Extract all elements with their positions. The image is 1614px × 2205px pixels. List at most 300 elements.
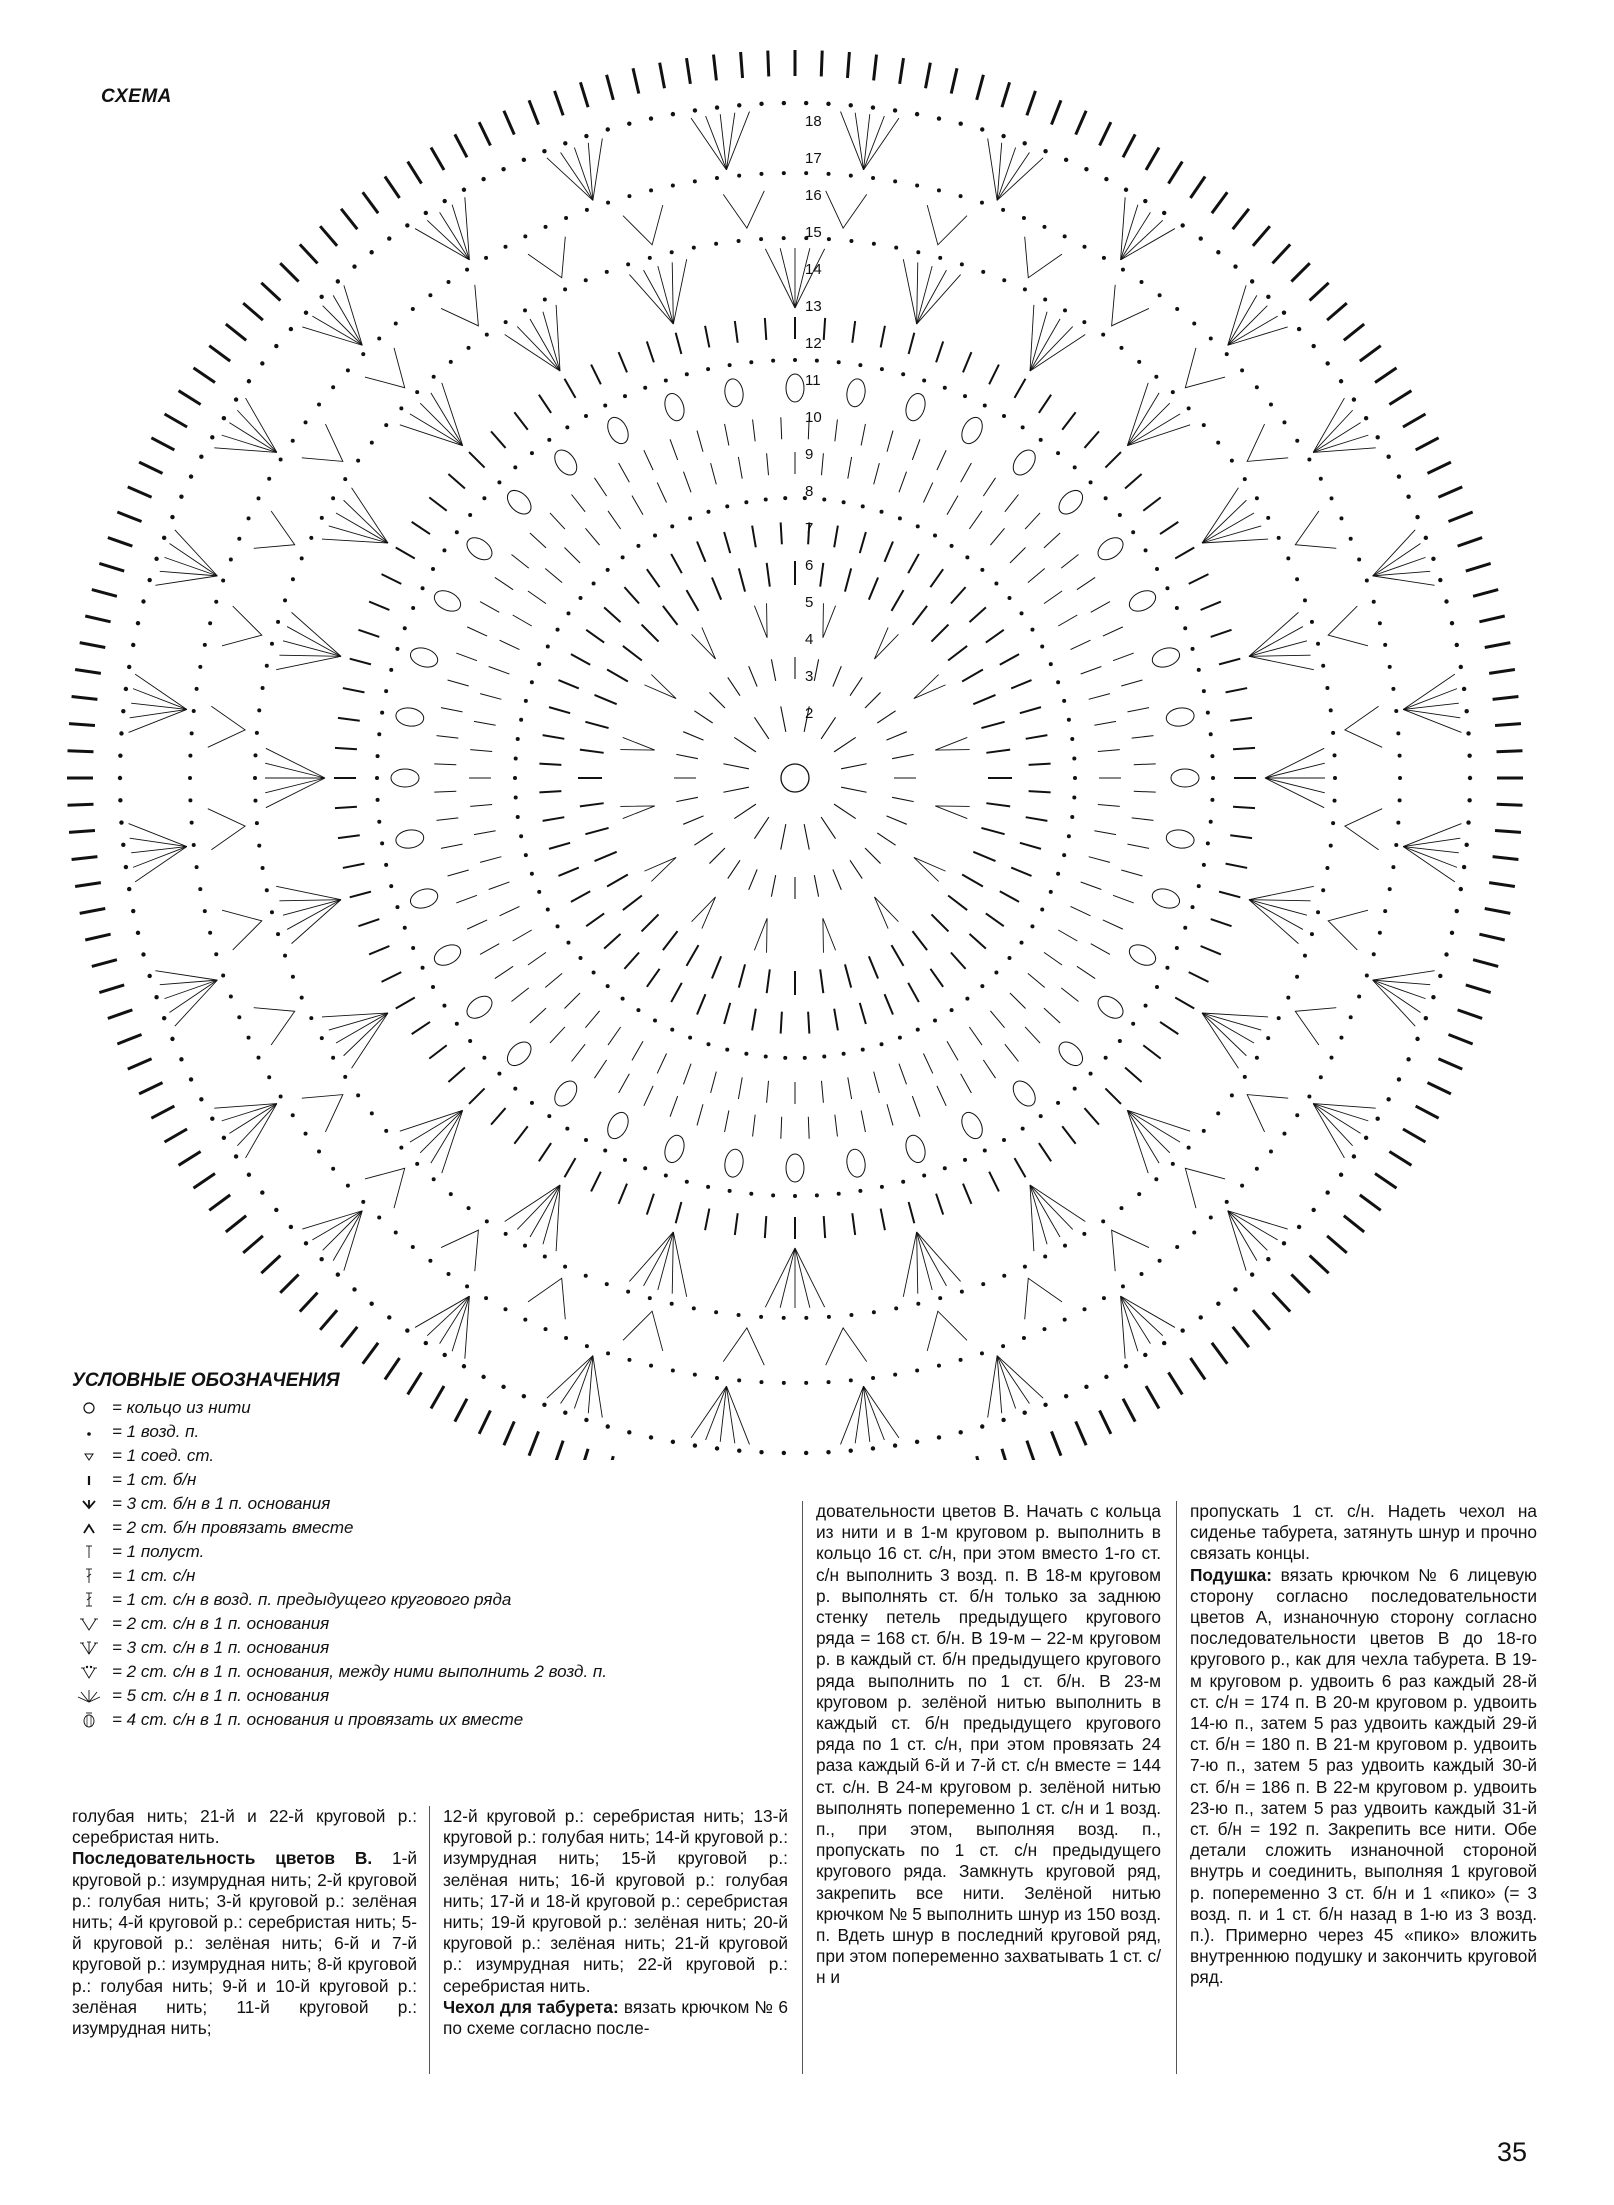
row-stitch <box>1044 1008 1060 1023</box>
chain-dot <box>188 754 192 758</box>
shell-stitch <box>726 1386 734 1443</box>
chain-dot <box>706 367 710 371</box>
double-crochet-icon <box>70 1567 108 1585</box>
chain-dot <box>267 1075 271 1079</box>
row-stitch <box>448 1067 465 1082</box>
row-stitch <box>723 191 764 228</box>
chain-dot <box>959 121 963 125</box>
chain-dot <box>283 954 287 958</box>
outer-stitch <box>92 960 117 967</box>
chain-dot <box>1311 344 1315 348</box>
chain-dot <box>959 1358 963 1362</box>
chain-dot <box>793 1194 797 1198</box>
row-stitch <box>594 1060 606 1078</box>
row-stitch <box>335 748 357 749</box>
row-stitch <box>723 1328 764 1365</box>
row-stitch <box>480 602 499 613</box>
shell-stitch <box>465 197 470 260</box>
chain-dot <box>980 568 984 572</box>
row-stitch <box>697 1104 703 1125</box>
chain-dot <box>648 1296 652 1300</box>
row-stitch <box>586 913 604 926</box>
chain-dot <box>283 598 287 602</box>
row-stitch <box>1103 627 1123 636</box>
chain-dot <box>336 279 340 283</box>
shell-stitch <box>588 143 593 201</box>
chain-dot <box>497 480 501 484</box>
shell-stitch <box>129 709 187 732</box>
row-stitch <box>826 1328 867 1365</box>
row-stitch <box>512 555 529 569</box>
chain-dot <box>1023 1265 1027 1269</box>
chain-dot <box>688 516 692 520</box>
shell-stitch <box>765 1248 795 1307</box>
chain-dot <box>300 996 304 1000</box>
chain-dot <box>141 599 145 603</box>
chain-dot <box>937 1435 941 1439</box>
row-stitch <box>834 804 856 818</box>
chain-dot <box>783 1056 787 1060</box>
chain-dot <box>1063 1244 1067 1248</box>
chain-dot <box>1364 1136 1368 1140</box>
dc-increase-3-icon <box>70 1640 108 1656</box>
row-stitch <box>1011 868 1031 876</box>
row-stitch <box>1345 809 1382 850</box>
chain-dot <box>643 1166 647 1170</box>
chain-dot <box>188 798 192 802</box>
outer-stitch <box>408 162 422 184</box>
row-stitch <box>981 722 1004 728</box>
chain-dot <box>566 611 570 615</box>
chain-dot <box>1255 1056 1259 1060</box>
row-stitch <box>1044 952 1062 965</box>
chain-dot <box>1310 932 1314 936</box>
row-stitch <box>549 843 570 849</box>
shell-stitch <box>1121 197 1126 260</box>
chain-dot <box>343 1075 347 1079</box>
chain-dot <box>603 404 607 408</box>
column-paragraph <box>1190 1565 1537 1989</box>
chain-dot <box>195 687 199 691</box>
shell-stitch <box>352 1013 388 1068</box>
row-stitch <box>1081 667 1102 675</box>
chain-dot <box>1310 620 1314 624</box>
outer-stitch <box>69 724 95 726</box>
outer-stitch <box>193 368 214 383</box>
chain-dot <box>714 1310 718 1314</box>
legend-item <box>70 1540 607 1564</box>
chain-dot <box>563 141 567 145</box>
chain-dot <box>771 1193 775 1197</box>
row-stitch <box>623 646 642 661</box>
chain-dot <box>959 1430 963 1434</box>
chain-dot <box>516 737 520 741</box>
chain-dot <box>649 116 653 120</box>
row-stitch <box>343 864 365 868</box>
chain-dot <box>465 268 469 272</box>
chain-dot <box>804 1451 808 1455</box>
row-stitch <box>820 563 823 587</box>
row-stitch <box>860 1003 866 1024</box>
chain-dot <box>901 372 905 376</box>
row-stitch <box>961 1074 972 1093</box>
row-stitch <box>585 528 599 545</box>
shell-stitch <box>130 709 187 717</box>
legend-item <box>70 1588 607 1612</box>
legend-item-text: = 2 ст. с/н в 1 п. основания, между ними выполнить 2 возд. п. <box>112 1662 607 1681</box>
shell-stitch <box>1249 900 1303 930</box>
chain-dot <box>356 1093 360 1097</box>
chain-dot <box>670 1302 674 1306</box>
chain-dot <box>737 1313 741 1317</box>
row-stitch <box>441 285 478 326</box>
row-stitch <box>467 627 487 636</box>
chain-dot <box>431 567 435 571</box>
legend-item <box>70 1444 607 1468</box>
chain-dot <box>1082 1307 1086 1311</box>
row-stitch <box>429 1045 446 1058</box>
chain-dot <box>1165 586 1169 590</box>
chain-dot <box>861 1048 865 1052</box>
chain-dot <box>1022 141 1026 145</box>
chain-dot <box>255 821 259 825</box>
chain-dot <box>276 932 280 936</box>
chain-dot <box>247 379 251 383</box>
outer-stitch <box>1344 324 1364 340</box>
chain-dot <box>199 455 203 459</box>
shell-stitch <box>780 1248 795 1308</box>
chain-dot <box>524 699 528 703</box>
row-stitch <box>586 630 604 643</box>
outer-stitch <box>1360 1195 1381 1210</box>
row-stitch <box>1125 474 1142 489</box>
row-stitch <box>644 450 653 470</box>
chain-dot <box>369 1302 373 1306</box>
chain-dot <box>1464 709 1468 713</box>
outer-stitch <box>555 91 564 116</box>
chain-dot <box>1154 1177 1158 1181</box>
chain-dot <box>170 1037 174 1041</box>
outer-stitch <box>99 985 124 993</box>
chain-dot <box>1022 1336 1026 1340</box>
chain-dot <box>141 952 145 956</box>
outer-stitch <box>209 346 230 361</box>
row-stitch <box>624 952 639 968</box>
row-stitch <box>767 1081 769 1103</box>
row-stitch <box>350 892 371 898</box>
row-stitch <box>912 1096 920 1117</box>
chain-dot <box>331 1167 335 1171</box>
row-stitch <box>781 1012 782 1034</box>
shell-stitch <box>795 1248 825 1307</box>
row-stitch <box>1084 1108 1099 1125</box>
chain-dot <box>405 1328 409 1332</box>
chain-dot <box>671 1440 675 1444</box>
row-stitch <box>222 910 262 950</box>
row-stitch <box>823 603 836 637</box>
shell-stitch <box>1373 530 1416 576</box>
chain-dot <box>725 504 729 508</box>
chain-dot <box>584 414 588 418</box>
chain-dot <box>291 1113 295 1117</box>
bobble-stitch <box>662 391 688 423</box>
row-stitch <box>564 547 580 563</box>
row-stitch <box>930 969 943 987</box>
row-stitch <box>754 817 768 839</box>
shell-stitch <box>672 1232 673 1294</box>
row-stitch <box>448 474 465 489</box>
column-text: вязать крючком № 6 лицевую сторону согласно последовательности цветов А, изнаночную сторону согласно последовательности цветов В до 18-го кругового р., как для чехла табурета. В 19-м круговом р. удвоить 6 раз каждый 28-й ст. с/н = 174 п. В 20-м круговом р. удвоить 14-ю п., затем 5 раз удвоить каждый 29-й ст. б/н = 180 п. В 21-м круговом р. удвоить 7-ю п., затем 5 раз удвоить каждый 30-й ст. б/н = 186 п. В 22-м круговом р. удвоить 23-ю п., затем 5 раз удвоить каждый 31-й ст. б/н = 192 п. Закрепить все нити. Обе детали сложить изнаночной стороной внутрь и соединить, выполняя 1 круговой р. попеременно 3 ст. б/н и 1 «пико» (= 3 возд. п. и 1 ст. б/н назад в 1-ю из 3 возд. п.). Примерно через 45 «пико» вложить внутреннюю подушку и закончить круговой ряд. <box>1190 1564 1537 1988</box>
chain-dot <box>737 174 741 178</box>
chain-dot <box>1211 776 1215 780</box>
chain-dot <box>827 1380 831 1384</box>
chain-dot <box>1349 537 1353 541</box>
chain-dot <box>1124 1364 1128 1368</box>
chain-dot <box>442 548 446 552</box>
chain-dot <box>1394 843 1398 847</box>
bobble-stitch <box>1150 886 1182 912</box>
chain-dot <box>980 201 984 205</box>
row-stitch <box>835 1115 838 1137</box>
chain-dot <box>411 606 415 610</box>
chain-dot <box>1216 250 1220 254</box>
chain-dot <box>485 333 489 337</box>
outer-stitch <box>108 538 133 547</box>
row-stitch <box>623 205 663 245</box>
chain-dot <box>937 188 941 192</box>
chain-dot <box>389 668 393 672</box>
chain-dot <box>1269 1149 1273 1153</box>
chain-dot <box>147 578 151 582</box>
row-stitch <box>808 1012 809 1034</box>
outer-stitch <box>1002 82 1010 107</box>
chain-dot <box>170 515 174 519</box>
chain-dot <box>1365 974 1369 978</box>
chain-dot <box>960 262 964 266</box>
chain-dot <box>1119 346 1123 350</box>
chain-dot <box>579 956 583 960</box>
chain-dot <box>1233 1287 1237 1291</box>
outer-stitch <box>1168 1372 1182 1394</box>
row-stitch <box>848 457 852 479</box>
row-stitch <box>697 541 705 561</box>
row-stitch <box>725 424 729 446</box>
row-stitch <box>1077 966 1095 978</box>
chain-dot <box>1339 379 1343 383</box>
chain-dot <box>1378 621 1382 625</box>
row-stitch <box>874 1072 880 1093</box>
row-stitch <box>1028 973 1045 987</box>
bobble-stitch <box>503 1038 536 1071</box>
row-stitch <box>990 528 1004 545</box>
chain-dot <box>649 188 653 192</box>
outer-stitch <box>504 111 514 135</box>
outer-stitch <box>341 1327 357 1347</box>
row-stitch <box>781 522 782 544</box>
outer-stitch <box>280 263 298 281</box>
row-stitch <box>474 721 496 725</box>
chain-dot <box>376 754 380 758</box>
chain-dot <box>411 1245 415 1249</box>
outer-stitch <box>1051 1431 1060 1455</box>
row-stitch <box>986 750 1010 753</box>
chain-dot <box>871 1376 875 1380</box>
legend-item-text: = 1 ст. с/н <box>112 1566 196 1585</box>
row-stitch <box>1105 452 1121 468</box>
chain-dot <box>981 270 985 274</box>
chain-dot <box>1023 287 1027 291</box>
row-stitch <box>1098 804 1120 806</box>
chain-dot <box>1040 907 1044 911</box>
shell-stitch <box>903 259 916 324</box>
row-stitch <box>841 764 867 769</box>
outer-stitch <box>951 68 957 93</box>
legend-item-text: = 1 соед. ст. <box>112 1446 215 1465</box>
chain-dot <box>1131 1022 1135 1026</box>
outer-stitch <box>1485 643 1511 648</box>
outer-stitch <box>455 134 467 157</box>
chain-dot <box>442 1353 446 1357</box>
chain-dot <box>221 974 225 978</box>
column-text: 1-й круговой р.: изумрудная нить; 2-й круговой р.: голубая нить; 3-й круговой р.: зелёная нить; 4-й круговой р.: серебристая нить; 5-й круговой р.: зелёная нить; 6-й и 7-й круговой р.: изумрудная нить; 8-й круговой р.: голубая нить; 9-й и 10-й круговой р.: зелёная нить; 11-й круговой р.: изумрудная нить; <box>72 1848 417 2039</box>
legend-item <box>70 1492 607 1516</box>
chain-dot <box>737 239 741 243</box>
bobble-stitch <box>463 533 496 564</box>
chain-dot <box>950 544 954 548</box>
row-stitch <box>923 1054 932 1074</box>
row-stitch <box>683 732 703 740</box>
row-stitch <box>558 680 578 688</box>
chain-dot <box>421 966 425 970</box>
chain-dot <box>291 439 295 443</box>
shell-stitch <box>1127 1110 1148 1173</box>
chain-dot <box>192 709 196 713</box>
chain-dot <box>1158 293 1162 297</box>
chain-dot <box>1269 403 1273 407</box>
chain-dot <box>300 556 304 560</box>
chain-dot <box>737 1378 741 1382</box>
row-stitch <box>657 483 666 503</box>
chain-dot <box>255 731 259 735</box>
row-stitch <box>852 321 855 343</box>
shell-stitch <box>1202 488 1238 543</box>
chain-dot <box>446 1272 450 1276</box>
shell-stitch <box>997 143 1002 201</box>
outer-stitch <box>151 1106 174 1118</box>
column-paragraph: 12-й круговой р.: серебристая нить; 13-й круговой р.: голубая нить; 14-й круговой р.: изумрудная нить; 15-й круговой р.: зелёная нить; 16-й круговой р.: голубая нить; 17-й и 18-й круговой р.: серебристая нить; 19-й круговой р.: зелёная нить; 20-й круговой р.: зелёная нить; 21-й круговой р.: изумрудная нить; 22-й круговой р.: серебристая нить. <box>443 1806 788 1996</box>
chain-dot <box>1455 643 1459 647</box>
chain-dot <box>759 172 763 176</box>
row-stitch <box>1098 750 1120 752</box>
row-stitch <box>480 944 499 955</box>
chain-dot <box>261 866 265 870</box>
row-stitch <box>973 695 995 704</box>
chain-dot <box>842 500 846 504</box>
chain-dot <box>405 223 409 227</box>
row-stitch <box>500 906 520 915</box>
row-stitch <box>670 439 678 460</box>
row-stitch <box>899 472 907 493</box>
chain-dot <box>1171 1162 1175 1166</box>
shell-stitch <box>917 1232 918 1294</box>
chain-dot <box>1216 1302 1220 1306</box>
chain-dot <box>1175 1245 1179 1249</box>
row-stitch <box>647 341 654 362</box>
row-stitch <box>709 692 725 708</box>
chain-dot <box>1063 234 1067 238</box>
row-stitch <box>1029 764 1051 765</box>
chain-dot <box>1104 1056 1108 1060</box>
row-stitch <box>604 607 620 622</box>
bobble-stitch <box>903 1133 929 1165</box>
row-stitch <box>908 554 919 573</box>
row-stitch <box>441 708 463 712</box>
column-divider <box>1176 1501 1177 2074</box>
row-stitch <box>948 646 967 661</box>
chain-dot <box>384 863 388 867</box>
chain-dot <box>1255 1167 1259 1171</box>
row-stitch <box>1201 602 1221 610</box>
row-stitch <box>591 365 601 385</box>
bobble-stitch <box>1126 941 1159 970</box>
chain-dot <box>1357 557 1361 561</box>
shell-stitch <box>903 1232 916 1297</box>
chain-dot <box>804 101 808 105</box>
chain-dot <box>692 1306 696 1310</box>
outer-stitch <box>226 1216 246 1232</box>
chain-dot <box>627 1430 631 1434</box>
shell-stitch <box>279 655 341 656</box>
row-stitch <box>1132 736 1154 739</box>
row-stitch <box>781 417 782 439</box>
chain-dot <box>384 1129 388 1133</box>
chain-dot <box>980 984 984 988</box>
chain-dot <box>1199 1315 1203 1319</box>
outer-stitch <box>1212 1343 1227 1364</box>
chain-dot <box>524 853 528 857</box>
chain-dot <box>1282 1132 1286 1136</box>
row-number-label: 14 <box>805 261 822 278</box>
outer-stitch <box>117 1034 141 1043</box>
chain-dot <box>880 1042 884 1046</box>
chain-dot <box>606 1351 610 1355</box>
outer-stitch <box>1416 1106 1439 1118</box>
chain-dot <box>1243 1075 1247 1079</box>
chain-dot <box>1243 477 1247 481</box>
bobble-stitch <box>1171 769 1199 787</box>
chain-dot <box>484 1296 488 1300</box>
chain-dot <box>154 995 158 999</box>
shell-stitch <box>1127 1110 1190 1131</box>
chain-dot <box>370 441 374 445</box>
outer-stitch <box>128 487 152 497</box>
chain-dot <box>1391 865 1395 869</box>
chain-dot <box>1431 557 1435 561</box>
chain-dot <box>793 358 797 362</box>
row-stitch <box>369 946 389 954</box>
row-stitch <box>495 966 513 978</box>
chain-dot <box>127 887 131 891</box>
chain-dot <box>513 776 517 780</box>
chain-dot <box>916 1028 920 1032</box>
outer-stitch <box>1146 148 1159 171</box>
chain-dot <box>131 909 135 913</box>
shell-stitch <box>1373 980 1416 1026</box>
outer-stitch <box>1100 122 1111 145</box>
chain-dot <box>504 1307 508 1311</box>
chain-dot <box>671 183 675 187</box>
chain-dot <box>309 1016 313 1020</box>
